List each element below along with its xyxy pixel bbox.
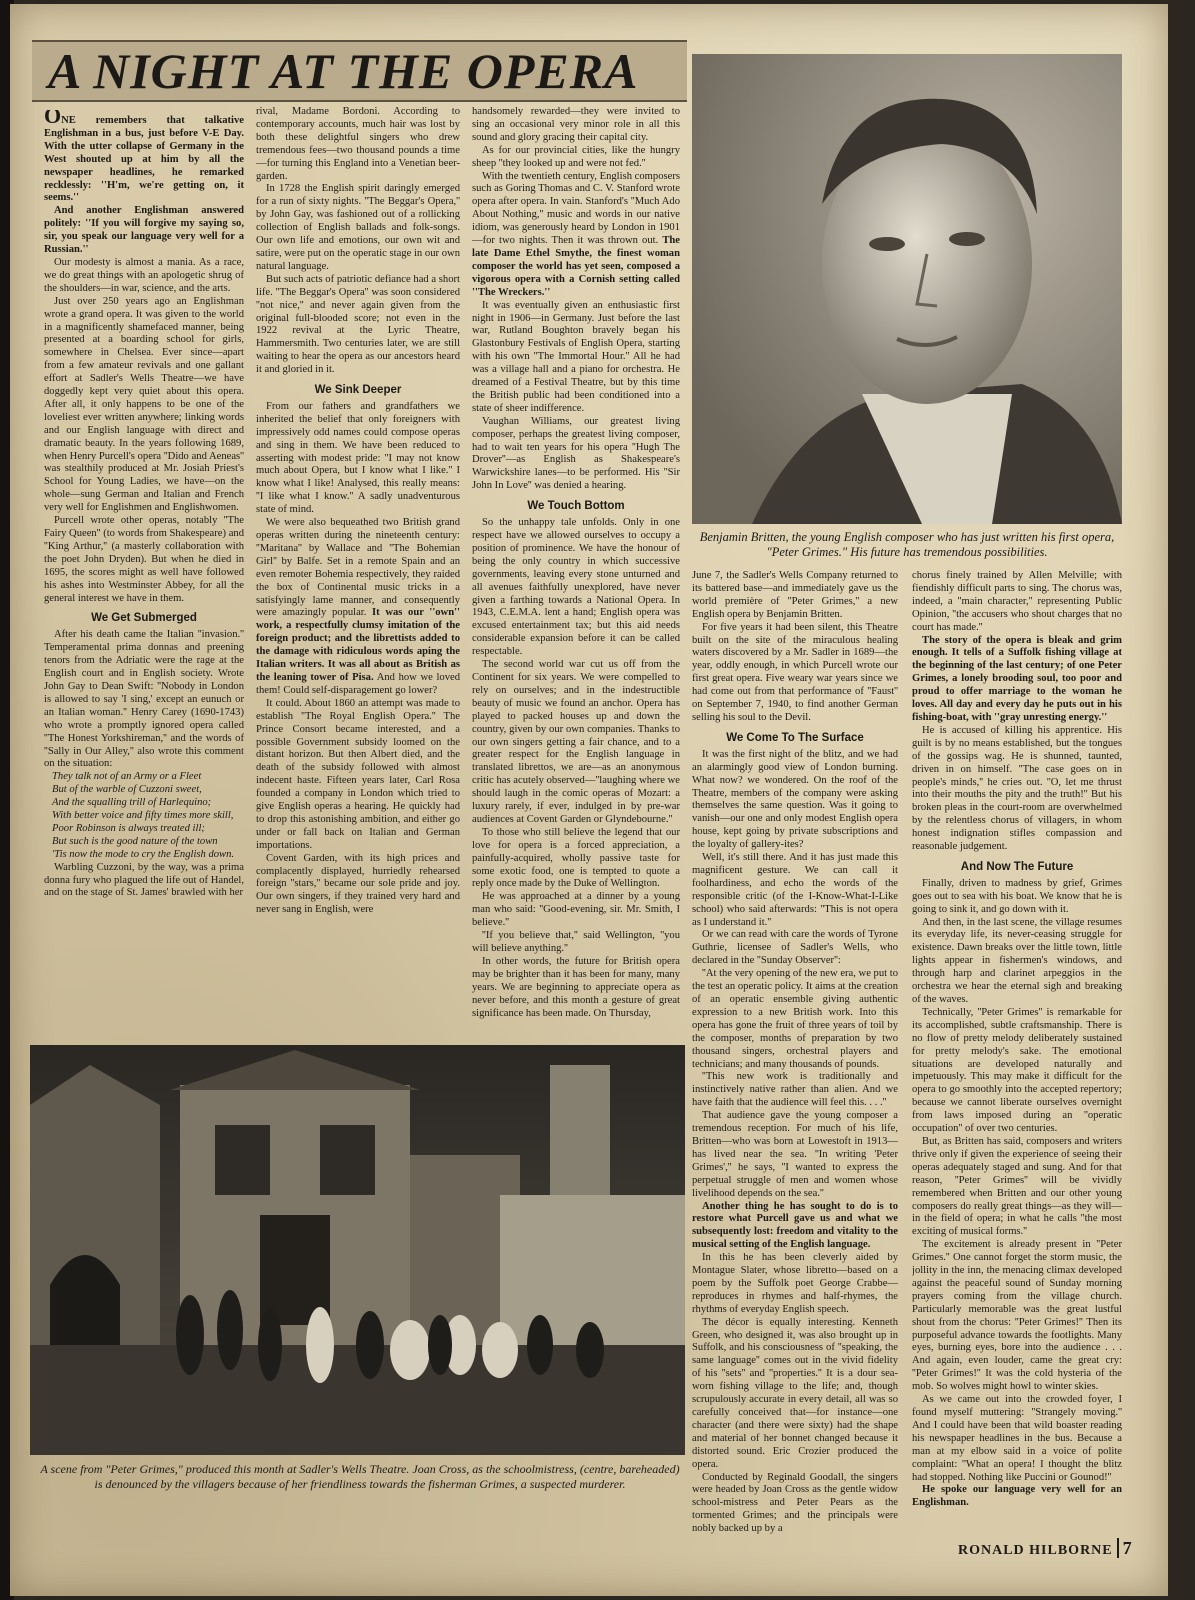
paragraph: For five years it had been silent, this Theatre built on the site of the miraculous healing waters discovered by a Mr. Sadler in 1689—the year, oddly enough, in which Purcell wrote our first great opera. Five weary war years since we had come out from that performance of ''Faust'' on September 7, 1940, to find another German selling his soul to the Devil. (692, 621, 898, 723)
paragraph: But such acts of patriotic defiance had a short life. ''The Beggar's Opera'' was soon considered ''not nice,'' and never again given from the original full-blooded score; not even in the 1922 revival at the Lyric Theatre, Hammersmith. Two centuries later, we are still waiting to hear the opera as our ancestors heard it and gloried in it. (256, 273, 460, 376)
paragraph: And another Englishman answered politely: ''If you will forgive my saying so, sir, you speak our language very well for a Russian.'' (44, 205, 244, 256)
verse-line: But of the warble of Cuzzoni sweet, (52, 784, 202, 796)
paragraph: In this he has been cleverly aided by Montague Slater, whose libretto—based on a poem by the Suffolk poet George Crabbe—reproduces in rhymes and half-rhymes, the rhythms of everyday English speech. (692, 1252, 898, 1315)
section-heading: We Touch Bottom (527, 500, 625, 513)
paragraph: We were also bequeathed two British grand operas written during the nineteenth century: ''Maritana'' by Wallace and ''The Bohemian Girl'' by Balfe. Set in a remote Spain and an even remoter Bohemia respectively, they raided the box of Continental music tricks in a satisfyingly lame manner, and consequently were amazingly popular. (256, 517, 460, 619)
paragraph: Conducted by Reginald Goodall, the singers were headed by Joan Cross as the gentle widow school-mistress and Peter Pears as the tormented Grimes; and the principals were nobly backed up by a (692, 1471, 898, 1535)
paragraph: It could. About 1860 an attempt was made to establish ''The Royal English Opera.'' The Prince Consort became interested, and a possible Government subsidy loomed on the distant horizon. But then Albert died, and the death of the subsidy followed with almost indecent haste. Fifteen years later, Carl Rosa founded a company in London which tried to give English operas a hearing. He quickly had to drop this astonishing ambition, and either go under or fall back on Italian and German importations. (256, 697, 460, 851)
paragraph: But, as Britten has said, composers and writers thrive only if given the experience of seeing their operas adequately staged and sung. And for that reason, ''Peter Grimes'' will be vividly remembered when Britten and our other young composers do really great things—as they will—in the field of opera; in what he calls ''the most exciting of musical forms.'' (912, 1135, 1122, 1238)
intro-paragraph: NE remembers that talkative Englishman in a bus, just before V-E Day. With the utter collapse of Germany in the West shouted up at him by all the newspaper headlines, he remarked recklessly: ''H'm, we're getting on, it seems.'' (44, 115, 244, 204)
paragraph: The décor is equally interesting. Kenneth Green, who designed it, was also brought up in Suffolk, and his consciousness of ''speaking, the same language'' comes out in the vivid fidelity of his ''sets'' and ''properties.'' It is a dour sea-worn fishing village to the life; and, though scrupulously accurate in every detail, all was so carefully conceived that—for instance—one character (and there were sixty) had the shape and material of her bonnet changed because it distorted sound. Eric Crozier produced the opera. (692, 1316, 898, 1470)
portrait-illustration (692, 54, 1122, 524)
paragraph: The second world war cut us off from the Continent for six years. We were compelled to rely on ourselves; and in the indestructible beauty of music we found an anchor. Opera has played to packed houses up and down the country, given by our own companies. Thanks to our own singers getting a fair chance, and to a greater respect for the English language in translated librettos, we are—as an anonymous critic has acutely observed—''laughing where we should laugh in the comic operas of Mozart: a luxury rarely, if ever, indulged in by pre-war audiences at Covent Garden or Glyndebourne.'' (472, 659, 680, 825)
paragraph: ''At the very opening of the new era, we put to the test an operatic policy. It aims at the creation of an operatic ensemble giving authentic expression to a new British work. Into this opera has gone the fruit of three years of toil by the composer, months of preparation by two thousand singers, orchestral players and technicians; and many thousands of pounds. (692, 968, 898, 1070)
section-heading: We Sink Deeper (314, 384, 402, 397)
paragraph: In 1728 the English spirit daringly emerged for a run of sixty nights. ''The Beggar's Opera,'' by John Gay, was fashioned out of a rollicking collection of English ballads and folk-songs. Our own life and emotions, our own wit and satire, were put on the operatic stage in our own natural language. (256, 183, 460, 272)
byline (958, 1538, 1133, 1559)
paragraph: ''If you believe that,'' said Wellington, ''you will believe anything.'' (472, 930, 680, 954)
paragraph: From our fathers and grandfathers we inherited the belief that only foreigners with impressively odd names could compose operas and sing in them. We have been reduced to asserting with modest pride: ''I may not know much about Opera, but I know what I like.'' I know what I like! Analysed, this really means: ''I like what I know.'' A sadly unadventurous state of mind. (256, 400, 460, 516)
section-heading: We Get Submerged (91, 612, 197, 625)
paragraph: Or we can read with care the words of Tyrone Guthrie, licensee of Sadler's Wells, who declared in the ''Sunday Observer'': (692, 929, 898, 967)
section-heading: And Now The Future (960, 860, 1074, 873)
scene-illustration (30, 1045, 685, 1455)
opera-scene-photo (30, 1045, 685, 1455)
verse-line: They talk not of an Army or a Fleet (52, 771, 202, 783)
paragraph: Purcell wrote other operas, notably ''The Fairy Queen'' (to words from Shakespeare) and ''King Arthur,'' (a masterly collaboration with the poet John Dryden). But when he died in 1695, the scores might as well have followed his ashes into Westminster Abbey, for all the general interest we have in them. (44, 515, 244, 604)
paragraph: ''This new work is traditionally and instinctively native rather than alien. And we have faith that the audience will feel this. . . .'' (692, 1071, 898, 1109)
author-name: RONALD HILBORNE (958, 1543, 1113, 1558)
portrait-caption: Benjamin Britten, the young English composer who has just written his first opera, "Peter Grimes." His future has tremendous possibilities. (699, 530, 1115, 559)
paragraph: rival, Madame Bordoni. According to contemporary accounts, much hair was lost by both these delightful singers who drew tremendous fees—two thousand pounds a time—for turning this England into a Venetian beer-garden. (256, 106, 460, 182)
drop-cap: O (44, 110, 62, 128)
page-number: 7 (1117, 1538, 1133, 1558)
paragraph: So the unhappy tale unfolds. Only in one respect have we allowed ourselves to occupy a position of prominence. We have the honour of being the only country in which successive governments, leaving every stone unturned and all avenues faithfully unexplored, have never given a farthing towards a National Opera. In 1943, C.E.M.A. lent a hand; English opera was excused entertainment tax; but this aid needs considerable expansion before it can be called respectable. (472, 517, 680, 658)
paragraph: The excitement is already present in ''Peter Grimes.'' One cannot forget the storm music, the jollity in the inn, the menacing climax developed against the peaceful sound of Sunday morning prayers coming from the village church. Particularly memorable was the great lustful shout from the chorus: ''Peter Grimes!'' Then its purposeful advance towards the footlights. Many eyes, burning eyes, bore into the audience . . . And again, even louder, came the great cry: ''Peter Grimes!'' It was the cold hysteria of the mob. So wolves might howl to winter skies. (912, 1239, 1122, 1393)
paragraph: To those who still believe the legend that our love for opera is a forced appreciation, a painfully-acquired, wholly passive taste for some exotic food, one is tempted to quote a reply once made by the Duke of Wellington. (472, 826, 680, 890)
paragraph: Warbling Cuzzoni, by the way, was a prima donna fury who plagued the life out of Handel, and on the stage of St. James' brawled with her (44, 861, 244, 899)
portrait-photo (692, 54, 1122, 524)
scene-caption: A scene from "Peter Grimes," produced this month at Sadler's Wells Theatre. Joan Cross, as the schoolmistress, (centre, bareheaded) is denounced by the villagers because of her friendliness towards the fisherman Grimes, a suspected murderer. (40, 1462, 680, 1491)
closing-line: He spoke our language very well for an Englishman. (912, 1484, 1122, 1509)
column-1 (44, 110, 244, 1060)
column-2 (256, 106, 460, 1040)
paragraph: chorus finely trained by Allen Melville; with fiendishly difficult parts to sing. The chorus was, indeed, a ''main character,'' representing Public Opinion, ''the accusers who shout charges that no court has made.'' (912, 570, 1122, 633)
paragraph: Finally, driven to madness by grief, Grimes goes out to sea with his boat. We know that he is going to sink it, and go down with it. (912, 877, 1122, 915)
paragraph: Vaughan Williams, our greatest living composer, perhaps the greatest living composer, had to wait ten years for his opera ''Hugh The Drover''—as English as Shakespeare's Warwickshire lanes—to be performed. His ''Sir John In Love'' was denied a hearing. (472, 415, 680, 492)
column-4 (692, 570, 898, 1570)
paragraph: Well, it's still there. And it has just made this magnificent gesture. We can call it foolhardiness, and echo the words of the responsible critic (of the I-Know-What-I-Like school) who said afterwards: ''This is not opera as I understand it.'' (692, 852, 898, 928)
paragraph: In other words, the future for British opera may be brighter than it has been for many, many years. We are beginning to appreciate opera as never before, and this month a gesture of great significance has been made. On Thursday, (472, 955, 680, 1019)
paragraph: With the twentieth century, English composers such as Goring Thomas and C. V. Stanford wrote opera after opera. In vain. Stanford's ''Much Ado About Nothing,'' music and words in our native idiom, was generously heard by London in 1901—for two nights. Then it was thrown out. (472, 170, 680, 247)
section-heading: We Come To The Surface (726, 731, 864, 744)
paragraph: handsomely rewarded—they were invited to sing an occasional very minor role in all this sound and glory gracing their capital city. (472, 106, 680, 143)
paragraph: And how we loved them! Could self-disparagement go lower? (256, 671, 460, 696)
paragraph: As we came out into the crowded foyer, I found myself muttering: ''Strangely moving.'' And I could have been that wild boaster reading his newspaper headlines in the bus. Because a man at my elbow said in a voice of polite complaint: ''What an opera! I thought the blitz had stopped. Nothing like Puccini or Gounod!'' (912, 1394, 1122, 1483)
column-5 (912, 570, 1122, 1532)
paragraph: Just over 250 years ago an Englishman wrote a grand opera. It was given to the world in a magnificently shamefaced manner, being presented at a boarding school for girls, somewhere in Chelsea. Ever since—apart from a few amateur revivals and one gallant effort at Sadler's Wells Theatre—we have doggedly kept very quiet about this opera. After all, it only happens to be one of the loveliest ever written anywhere; linking words and our English language with direct and dramatic beauty. In the years following 1689, when Henry Purcell's opera ''Dido and Aeneas'' was stealthily produced at Mr. Josiah Priest's School for Young Ladies, we have—on the whole—sung German and Italian and French very well for Englishmen and Englishwomen. (44, 295, 244, 514)
bold-passage: It was our ''own'' work, a respectfully clumsy imitation of the foreign product; and the librettists added to the damage with ridiculous words aping the Italian writers. It was all about as British as the leaning tower of Pisa. (256, 607, 460, 683)
paragraph: After his death came the Italian ''invasion.'' Temperamental prima donnas and preening tenors from the Adriatic were the rage at the English court and in English society. Wrote John Gay to Dean Swift: ''Nobody in London is allowed to say 'I sing,' except an eunuch or an Italian woman.'' Henry Carey (1690-1743) who wrote a promptly ignored opera called ''The Honest Yorkshireman,'' and the words of ''Sally in Our Alley,'' also wrote this comment on the situation: (44, 629, 244, 770)
verse-line: 'Tis now the mode to cry the English down. (52, 848, 235, 860)
verse-line: But such is the good nature of the town (52, 835, 218, 847)
paragraph: It was the first night of the blitz, and we had an alarmingly good view of London burning. What now? we wondered. On the roof of the Theatre, members of the company were asking themselves the same question. Was it going to vanish—our one and only modest English opera house, kept going by private subscriptions and the loyalty of gallery-ites? (692, 748, 898, 851)
paragraph: Technically, ''Peter Grimes'' is remarkable for its accomplished, subtle craftsmanship. There is no flow of pretty melody deliberately sustained for pretty melody's sake. The emotional situations are developed naturally and impetuously. This may make it difficult for the opera to go smoothly into the accepted repertory; because we cannot liberate ourselves overnight from laws imposed during an ''operatic occupation'' of over two centuries. (912, 1006, 1122, 1135)
paragraph: It was eventually given an enthusiastic first night in 1906—in Germany. Just before the last war, Rutland Boughton bravely began his Glastonbury Festivals of English Opera, starting with his own ''The Immortal Hour.'' All he had was a village hall and a piano for orchestra. He dreamed of a Festival Theatre, but by this time the British public had been conditioned into a state of sheer indifference. (472, 299, 680, 414)
verse-line: With better voice and fifty times more skill, (52, 810, 234, 822)
column-3 (472, 106, 680, 1040)
verse-line: Poor Robinson is always treated ill; (52, 822, 205, 834)
paragraph: Covent Garden, with its high prices and complacently displayed, hurriedly rehearsed foreign ''stars,'' became our sole pride and joy. Our own singers, if they trained very hard and never sang in English, were (256, 852, 460, 916)
verse-line: And the squalling trill of Harlequino; (52, 797, 212, 809)
bold-passage: The late Dame Ethel Smythe, the finest woman composer the world has yet seen, composed a vigorous opera with a Cornish setting called ''The Wreckers.'' (472, 235, 680, 298)
paragraph: He was approached at a dinner by a young man who said: ''Good-evening, sir. Mr. Smith, I believe.'' (472, 891, 680, 929)
article-title: A NIGHT AT THE OPERA (48, 43, 639, 99)
paragraph: As for our provincial cities, like the hungry sheep ''they looked up and were not fed.'' (472, 144, 680, 169)
paragraph: June 7, the Sadler's Wells Company returned to its battered base—and immediately gave us the world première of ''Peter Grimes,'' a new English opera by Benjamin Britten. (692, 570, 898, 620)
bold-paragraph: Another thing he has sought to do is to restore what Purcell gave us and what we subsequently lost: freedom and vitality to the musical setting of the English language. (692, 1200, 898, 1251)
paragraph: And then, in the last scene, the village resumes its everyday life, its never-ceasing struggle for existence. Dawn breaks over the little town, little lights appear in fishermen's windows, and through harp and clarinet arpeggios in the orchestra we hear the eternal sigh and breaking of the waves. (912, 916, 1122, 1005)
paragraph: Our modesty is almost a mania. As a race, we do great things with an apologetic shrug of the shoulders—in war, science, and the arts. (44, 256, 244, 294)
bold-paragraph: The story of the opera is bleak and grim enough. It tells of a Suffolk fishing village at the beginning of the last century; of one Peter Grimes, a lonely brooding soul, too poor and proud to offer marriage to the woman he loves. All day and every day he puts out in his fishing-boat, with ''gray unresting energy.'' (912, 634, 1122, 723)
paragraph: He is accused of killing his apprentice. His guilt is by no means established, but the tongues of the gossips wag. He is shunned, taunted, driven in on himself. ''The case goes on in people's minds,'' he cries out. ''O, let me thrust into their mouths the pity and the truth!'' But his broken pleas in the court-room are overwhelmed by the relentless chorus of villagers, in whom honest indignation stifles compassion and reasonable judgement. (912, 724, 1122, 853)
paragraph: That audience gave the young composer a tremendous reception. For much of his life, Britten—who was born at Lowestoft in 1913—has lived near the sea. ''In writing 'Peter Grimes','' he says, ''I wanted to express the perpetual struggle of men and women whose livelihood depends on the sea.'' (692, 1110, 898, 1199)
